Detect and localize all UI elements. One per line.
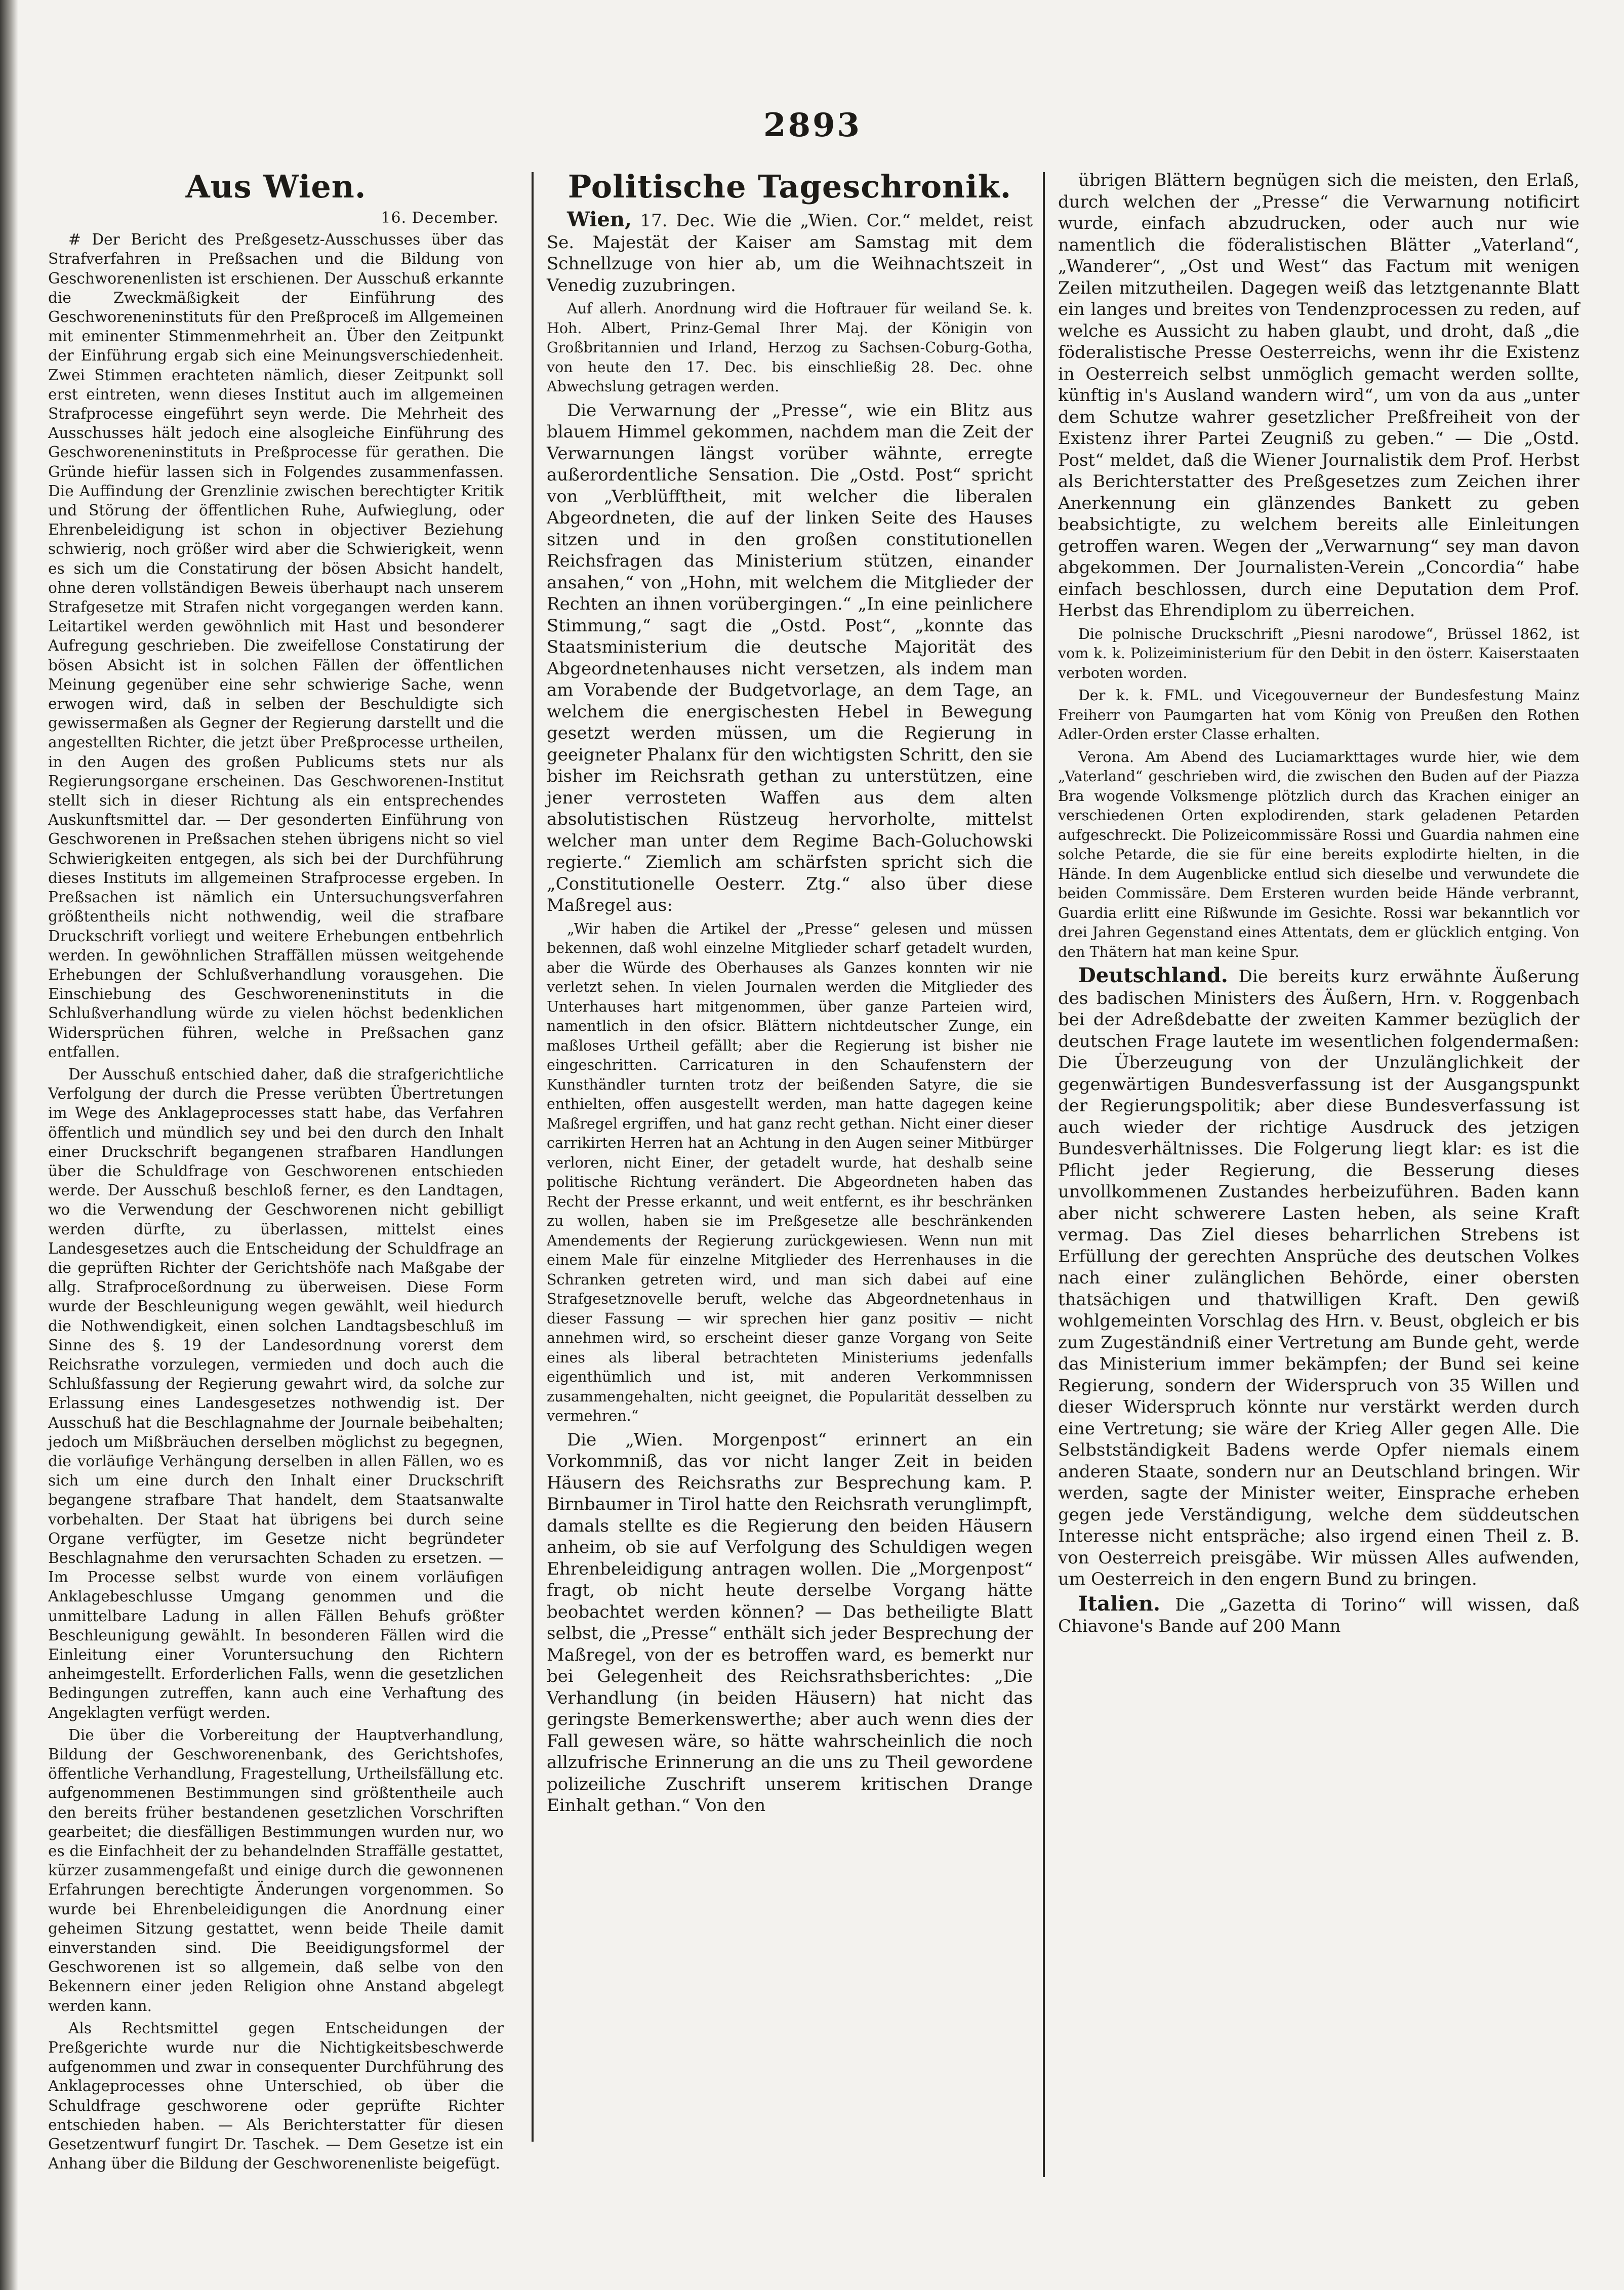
- article-paragraph: [1058, 1593, 1579, 1637]
- article-paragraph: [547, 299, 1033, 397]
- paragraph-text: Auf allerh. Anordnung wird die Hoftrauer für weiland Se. k. Hoh. Albert, Prinz-Gemal Ihrer Maj. der Königin von Großbritannien und Irland, Herzog zu Sachsen-Coburg-Gotha, von heute den 17. Dec. bis einschließig 28. Dec. ohne Abwechslung getragen werden.: [547, 300, 1033, 395]
- dateline: 16. December.: [381, 209, 499, 227]
- right-paragraph-list: [1058, 170, 1579, 1637]
- runin-heading: Deutschland.: [1078, 963, 1228, 987]
- paragraph-text: Die polnische Druckschrift „Piesni narodowe“, Brüssel 1862, ist vom k. k. Polizeiministerium für den Debit in den österr. Kaiserstaaten verboten worden.: [1058, 625, 1579, 681]
- middle-paragraph-list: [547, 209, 1033, 1817]
- paragraph-text: Die „Wien. Morgenpost“ erinnert an ein Vorkommniß, das vor nicht langer Zeit in beiden Häusern des Reichsraths zur Besprechung kam. P. Birnbaumer in Tirol hatte den Reichsrath verunglimpft, damals stellte es die Regierung den beiden Häusern anheim, ob sie auf Verfolgung des Schuldigen wegen Ehrenbeleidigung antragen wollen. Die „Morgenpost“ fragt, ob nicht heute derselbe Vorgang hätte beobachtet werden können? — Das betheiligte Blatt selbst, die „Presse“ enthält sich jeder Besprechung der Maßregel, von der es betroffen ward, es bemerkt nur bei Gelegenheit des Reichsrathsberichtes: „Die Verhandlung (in beiden Häusern) hat nicht das geringste Bemerkenswerthe; aber auch wenn dies der Fall gewesen wäre, so hätte wahrscheinlich die noch allzufrische Erinnerung an die uns zu Theil gewordene polizeiliche Zuschrift unserem kritischen Drange Einhalt gethan.“ Von den: [547, 1429, 1033, 1816]
- paragraph-text: 17. Dec. Wie die „Wien. Cor.“ meldet, reist Se. Majestät der Kaiser am Samstag mit dem Schnellzuge von hier ab, um die Weihnachtszeit in Venedig zuzubringen.: [547, 211, 1033, 296]
- article-paragraph: [547, 919, 1033, 1426]
- paragraph-text: „Wir haben die Artikel der „Presse“ gelesen und müssen bekennen, daß wohl einzelne Mitglieder scharf getadelt wurden, aber die Würde des Oberhauses als Ganzes konnten wir nie verletzt sehen. In vielen Journalen werden die Mitglieder des Unterhauses hart mitgenommen, über ganze Parteien wird, namentlich in den ofsicr. Blättern nichtdeutscher Zunge, ein maßloses Urtheil gefällt; aber die Regierung ist bisher nie eingeschritten. Carricaturen in den Schaufenstern der Kunsthändler turnten trotz der beißenden Satyre, die sie enthielten, offen ausgestellt werden, man hatte dagegen keine Maßregel ergriffen, und hat ganz recht gethan. Nicht einer dieser carrikirten Herren hat an Achtung in den Augen seiner Mitbürger verloren, nicht Einer, der getadelt wurde, hat deshalb seine politische Richtung verändert. Die Abgeordneten haben das Recht der Presse erkannt, und weit entfernt, es ihr beschränken zu wollen, haben sie im Preßgesetze alle beschränkenden Amendements der Regierung zurückgewiesen. Wenn nun mit einem Male für einzelne Mitglieder des Herrenhauses in die Schranken getreten wird, und man sich dabei auf eine Strafgesetznovelle beruft, welche das Abgeordnetenhaus in dieser Fassung — wir sprechen hier ganz positiv — nicht annehmen wird, so erscheint dieser ganze Vorgang von Seite eines als liberal betrachteten Ministeriums jedenfalls eigenthümlich und ist, mit anderen Verkommnissen zusammengehalten, nicht geeignet, die Popularität desselben zu vermehren.“: [547, 920, 1033, 1425]
- column-politische-tageschronik: [547, 170, 1033, 2182]
- paragraph-text: übrigen Blättern begnügen sich die meisten, den Erlaß, durch welchen der „Presse“ die Verwarnung notificirt wurde, einfach abzudrucken, oder auch nur wie namentlich die föderalistischen Blätter „Vaterland“, „Wanderer“, „Ost und West“ das Factum mit wenigen Zeilen mitzutheilen. Dagegen weiß das letztgenannte Blatt ein langes und breites von Tendenzprocessen zu reden, auf welche es Aussicht zu haben glaubt, und droht, daß „die föderalistische Presse Oesterreichs, wenn ihr die Existenz in Oesterreich selbst unmöglich gemacht werden sollte, künftig in's Ausland wandern wird“, um von da aus „unter dem Schutze wahrer gesetzlicher Preßfreiheit von der Existenz ihrer Partei Zeugniß zu geben.“ — Die „Ostd. Post“ meldet, daß die Wiener Journalistik dem Prof. Herbst als Berichterstatter des Preßgesetzes zum Zeichen ihrer Anerkennung ein glänzendes Bankett zu geben beabsichtigte, zu welchem bereits alle Einleitungen getroffen waren. Wegen der „Verwarnung“ sey man davon abgekommen. Der Journalisten-Verein „Concordia“ habe einfach beschlossen, durch eine Deputation dem Prof. Herbst das Ehrendiplom zu überreichen.: [1058, 170, 1579, 621]
- article-paragraph: Der Ausschuß entschied daher, daß die strafgerichtliche Verfolgung der durch die Presse verübten Übertretungen im Wege des Anklageprocesses statt habe, das Verfahren öffentlich und mündlich sey und bei den durch den Inhalt einer Druckschrift begangenen strafbaren Handlungen über die Schuldfrage von Geschworenen entschieden werde. Der Ausschuß beschloß ferner, es den Landtagen, wo die Verwendung der Geschworenen nicht gebilligt werden dürfte, zu überlassen, mittelst eines Landesgesetzes auch die Entscheidung der Schuldfrage an die geprüften Richter der Gerichtshöfe nach Maßgabe der allg. Strafproceßordnung zu überweisen. Diese Form wurde der Beschleunigung wegen gewählt, weil hiedurch die Nothwendigkeit, einen solchen Landtagsbeschluß im Sinne des §. 19 der Landesordnung vorerst dem Reichsrathe vorzulegen, vermieden und doch auch die Schlußfassung der Regierung gewahrt wird, da solche zur Erlassung eines Landesgesetzes nothwendig ist. Der Ausschuß hat die Beschlagnahme der Journale beibehalten; jedoch um Mißbräuchen derselben möglichst zu begegnen, die vorläufige Verhängung derselben in allen Fällen, wo es sich um eine durch den Inhalt einer Druckschrift begangene strafbare That handelt, dem Staatsanwalte vorbehalten. Der Staat hat übrigens bei durch seine Organe verfügter, im Gesetze nicht begründeter Beschlagnahme den verursachten Schaden zu ersetzen. — Im Processe selbst wurde von einem vorläufigen Anklagebeschlusse Umgang genommen und die unmittelbare Ladung in allen Fällen Behufs größter Beschleunigung gewählt. In besonderen Fällen wird die Einleitung einer Voruntersuchung den Richtern anheimgestellt. Erforderlichen Falls, wenn die gesetzlichen Bedingungen zutreffen, kann auch eine Verhaftung des Angeklagten verfügt werden.: [48, 1065, 504, 1721]
- article-paragraph: [547, 400, 1033, 916]
- paragraph-text: Die bereits kurz erwähnte Äußerung des badischen Ministers des Äußern, Hrn. v. Roggenbach bei der Adreßdebatte der zweiten Kammer bezüglich der deutschen Frage lautete im wesentlichen folgendermaßen: Die Überzeugung von der Unzulänglichkeit der gegenwärtigen Bundesverfassung ist der Ausgangspunkt der Regierungspolitik; aber diese Bundesverfassung ist auch wieder der richtige Ausdruck des jetzigen Bundesverhältnisses. Die Folgerung liegt klar: es ist die Pflicht jeder Regierung, die Besserung dieses unvollkommenen Zustandes herbeizuführen. Baden kann aber nicht schwerere Lasten heben, als seine Kraft vermag. Das Ziel dieses beharrlichen Strebens ist Erfüllung der gerechten Ansprüche des deutschen Volkes nach einer zulänglichen Behörde, einer obersten thatsächigen und thatwilligen Kraft. Den gewiß wohlgemeinten Vorschlag des Hrn. v. Beust, obgleich er bis zum Zugeständniß einer Vertretung am Bunde geht, werde das Ministerium immer bekämpfen; der Bund sei keine Regierung, sondern der Widerspruch von 35 Willen und dieser Widerspruch könnte nur verstärkt werden durch eine Vertretung; sie wäre der Krieg Aller gegen Alle. Die Selbstständigkeit Badens werde Opfer niemals einem anderen Staate, sondern nur an Deutschland bringen. Wir werden, sagte der Minister weiter, Einsprache erheben gegen jede Verständigung, welche dem süddeutschen Interesse nicht entspräche; also irgend einen Theil z. B. von Oesterreich preisgäbe. Wir müssen Alles aufwenden, um Oesterreich in den engern Bund zu bringen.: [1058, 967, 1579, 1589]
- page-number: 2893: [763, 106, 862, 144]
- paragraph-text: Die „Gazetta di Torino“ will wissen, daß Chiavone's Bande auf 200 Mann: [1058, 1594, 1579, 1636]
- paragraph-text: Der k. k. FML. und Vicegouverneur der Bundesfestung Mainz Freiherr von Paumgarten hat vom König von Preußen den Rothen Adler-Orden erster Classe erhalten.: [1058, 687, 1579, 743]
- column-aus-wien: [48, 168, 504, 2173]
- paragraph-text: Die Verwarnung der „Presse“, wie ein Blitz aus blauem Himmel gekommen, nachdem man die Zeit der Verwarnungen längst vorüber wähnte, erregte außerordentliche Sensation. Die „Ostd. Post“ spricht von „Verblüfftheit, mit welcher die liberalen Abgeordneten, die auf der linken Seite des Hauses sitzen und in den großen constitutionellen Reichsfragen das Ministerium stützen, einander ansahen,“ von „Hohn, mit welchem die Mitglieder der Rechten an ihnen vorübergingen.“ „In eine peinlichere Stimmung,“ sagt die „Ostd. Post“, „konnte das Staatsministerium die deutsche Majorität des Abgeordnetenhauses nicht versetzen, als indem man am Vorabende der Budgetvorlage, an dem Tage, an welchem die energischesten Hebel in Bewegung gesetzt werden müssen, um die Regierung in geeigneter Phalanx für den wichtigsten Schritt, den sie bisher im Reichsrath gethan zu unterstützen, eine jener verrosteten Waffen aus dem alten absolutistischen Rüstzeug hervorholte, mittelst welcher man unter dem Regime Bach-Goluchowski regierte.“ Ziemlich am schärfsten spricht sich die „Constitutionelle Oesterr. Ztg.“ also über diese Maßregel aus:: [547, 400, 1033, 916]
- runin-heading: Italien.: [1078, 1591, 1160, 1616]
- paragraph-text: Verona. Am Abend des Luciamarkttages wurde hier, wie dem „Vaterland“ geschrieben wird, die zwischen den Buden auf der Piazza Bra wogende Volksmenge plötzlich durch das Krachen einiger an verschiedenen Orten explodirenden, stark geladenen Petarden aufgeschreckt. Die Polizeicommissäre Rossi und Guardia nahmen eine solche Petarde, die sie für eine bereits explodirte hielten, in die Hände. In dem Augenblicke entlud sich dieselbe und verwundete die beiden Commissäre. Dem Ersteren wurden beide Hände verbrannt, Guardia erlitt eine Rißwunde im Gesichte. Rossi war bekanntlich vor drei Jahren Gegenstand eines Attentats, dem er glücklich entging. Von den Thätern hat man keine Spur.: [1058, 748, 1579, 960]
- article-paragraph: [1058, 748, 1579, 962]
- runin-heading: Wien,: [567, 208, 632, 232]
- article-paragraph: [1058, 625, 1579, 684]
- column-rule: [532, 172, 534, 2142]
- article-paragraph: [547, 209, 1033, 296]
- book-binding-shadow: [0, 0, 18, 2290]
- column-news-continued: [1058, 170, 1579, 2182]
- column-rule: [1043, 172, 1045, 2177]
- article-paragraph: Die über die Vorbereitung der Hauptverhandlung, Bildung der Geschworenenbank, des Gerichtshofes, öffentliche Verhandlung, Fragestellung, Urtheilsfällung etc. aufgenommenen Bestimmungen sind größtentheile auch den bereits früher bestandenen gesetzlichen Vorschriften gearbeitet; die diesfälligen Bestimmungen wurden nur, wo es die Einfachheit der zu behandelnden Straffälle gestattet, kürzer zusammengefaßt und einige durch die gewonnenen Erfahrungen berechtigte Änderungen vorgenommen. So wurde bei Ehrenbeleidigungen die Anordnung einer geheimen Sitzung gestattet, wenn beide Theile damit einverstanden sind. Die Beeidigungsformel der Geschworenen ist so allgemein, daß selbe von den Bekennern einer jeden Religion ohne Anstand abgelegt werden kann.: [48, 1726, 504, 2015]
- article-paragraph: Als Rechtsmittel gegen Entscheidungen der Preßgerichte wurde nur die Nichtigkeitsbeschwerde aufgenommen und zwar in consequenter Durchführung des Anklageprocesses ohne Unterschied, ob über die Schuldfrage geschworene oder geprüfte Richter entschieden haben. — Als Berichterstatter für diesen Gesetzentwurf fungirt Dr. Taschek. — Dem Gesetze ist ein Anhang über die Bildung der Geschworenenliste beigefügt.: [48, 2019, 504, 2173]
- section-title-tageschronik: Politische Tageschronik.: [567, 168, 1012, 205]
- article-paragraph: [1058, 965, 1579, 1590]
- article-paragraph: [1058, 686, 1579, 745]
- article-paragraph: # Der Bericht des Preßgesetz-Ausschusses über das Strafverfahren in Preßsachen und die Bildung von Geschworenenlisten ist erschienen. Der Ausschuß erkannte die Zweckmäßigkeit der Einführung des Geschworeneninstituts für den Preßproceß im Allgemeinen mit eminenter Stimmenmehrheit an. Über den Zeitpunkt der Einführung ergab sich eine Meinungsverschiedenheit. Zwei Stimmen erachteten nämlich, dieser Zeitpunkt soll erst eintreten, wenn dieses Institut auch im allgemeinen Strafprocesse eingeführt seyn werde. Die Mehrheit des Ausschusses hält jedoch eine alsogleiche Einführung des Geschworeneninstituts in Preßprocesse für gerathen. Die Gründe hiefür lassen sich in Folgendes zusammenfassen. Die Auffindung der Grenzlinie zwischen berechtigter Kritik und Störung der öffentlichen Ruhe, Aufwieglung, oder Ehrenbeleidigung ist schon in objectiver Beziehung schwierig, noch größer wird aber die Schwierigkeit, wenn es sich um die Constatirung der bösen Absicht handelt, ohne deren vollständigen Beweis überhaupt nach unserem Strafgesetze mit Strafen nicht vorgegangen werden kann. Leitartikel werden gewöhnlich mit Hast und besonderer Aufregung geschrieben. Die zweifellose Constatirung der bösen Absicht ist in solchen Fällen der öffentlichen Meinung gegenüber eine sehr schwierige Sache, wenn erwogen wird, daß in selben der Beschuldigte sich gewissermaßen als Gegner der Regierung darstellt und die angestellten Richter, die jetzt über Preßprocesse urtheilen, in den Augen des großen Publicums stets nur als Regierungsorgane erscheinen. Das Geschworenen-Institut stellt sich in dieser Richtung als ein entsprechendes Auskunftsmittel dar. — Der gesonderten Einführung von Geschworenen in Preßsachen stehen übrigens nicht so viel Schwierigkeiten entgegen, als sich bei der Durchführung dieses Instituts im allgemeinen Strafprocesse ergeben. In Preßsachen ist nämlich ein Untersuchungsverfahren größtentheils nicht nothwendig, weil die strafbare Druckschrift vorliegt und weitere Erhebungen entbehrlich werden. In gewöhnlichen Straffällen müssen weitgehende Erhebungen der Schlußverhandlung vorausgehen. Die Einschiebung des Geschworeneninstituts in die Schlußverhandlung würde zu vielen höchst bedenklichen Widersprüchen führen, welche in Preßsachen ganz entfallen.: [48, 231, 504, 1061]
- article-paragraph: [1058, 170, 1579, 622]
- section-title-aus-wien: Aus Wien.: [185, 168, 367, 205]
- article-paragraph: [547, 1429, 1033, 1817]
